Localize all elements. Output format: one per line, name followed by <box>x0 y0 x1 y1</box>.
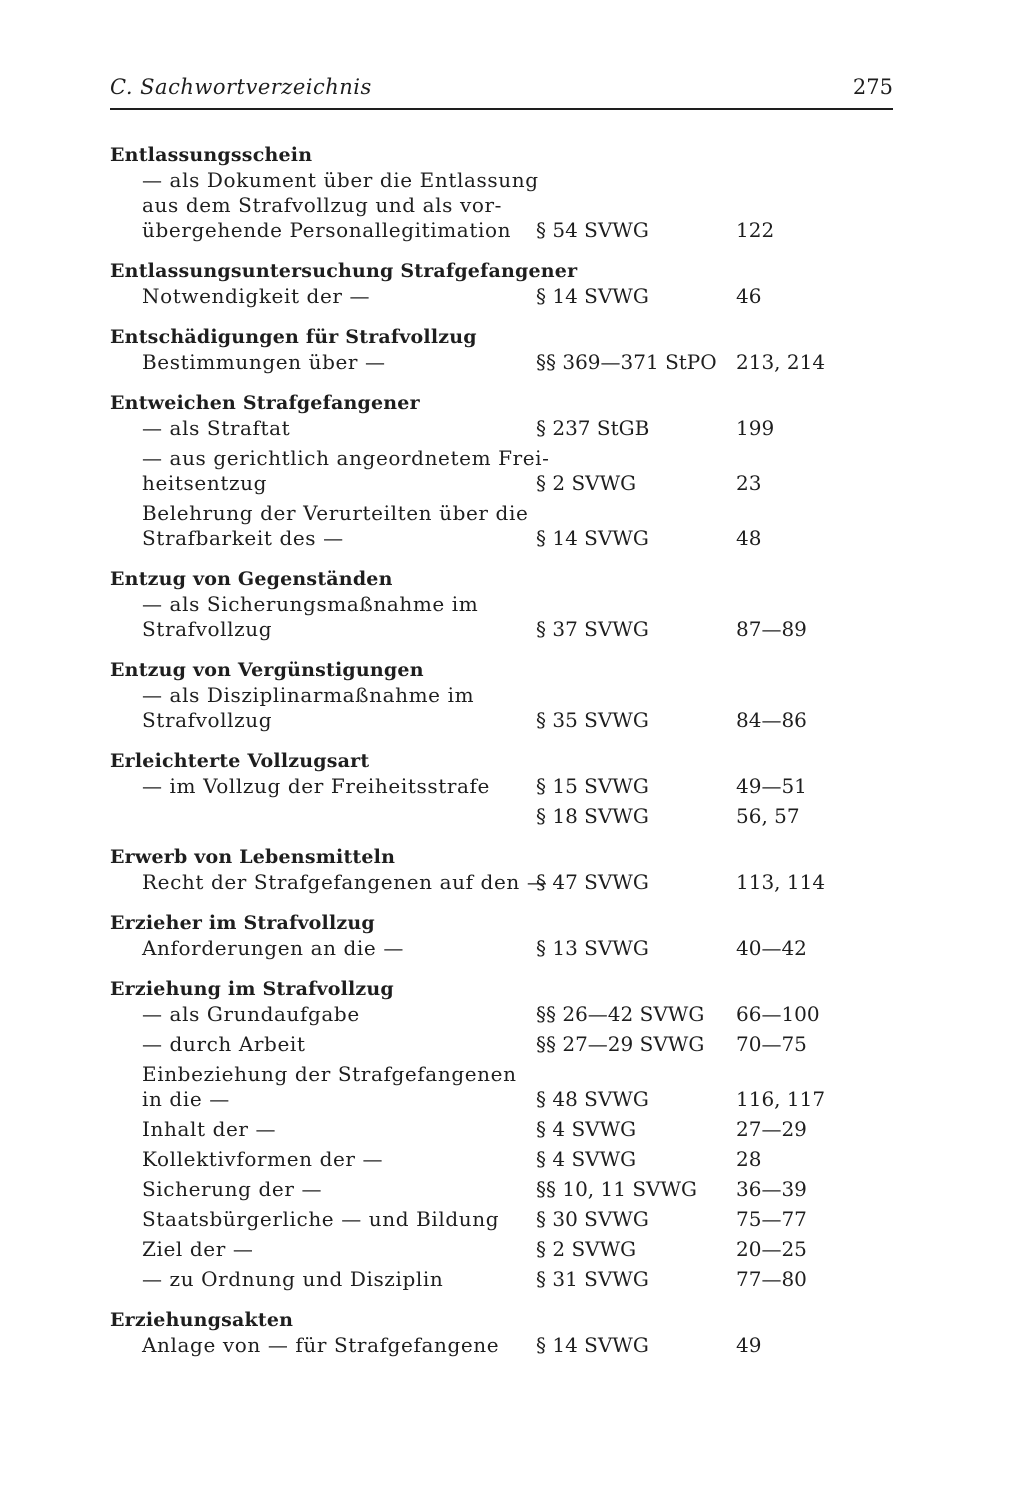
page-reference: 36—39 <box>736 1177 807 1201</box>
entry-heading: Erleichterte Vollzugsart <box>110 750 370 772</box>
page-reference: 46 <box>736 284 762 308</box>
subentry-description <box>110 1267 536 1292</box>
entry-row <box>110 683 910 733</box>
entry-heading: Erzieher im Strafvollzug <box>110 912 375 934</box>
legal-reference: § 4 SVWG <box>536 1147 637 1171</box>
running-head-title: C. Sachwortverzeichnis <box>110 75 372 99</box>
page-reference: 20—25 <box>736 1237 807 1261</box>
description-line: in die — <box>142 1087 230 1111</box>
page-reference: 77—80 <box>736 1267 807 1291</box>
subentry-description <box>110 1237 536 1262</box>
description-line: Strafbarkeit des — <box>142 526 344 550</box>
legal-reference: § 14 SVWG <box>536 1333 649 1357</box>
description-line: — durch Arbeit <box>142 1032 306 1056</box>
index-entry <box>110 142 910 243</box>
entry-heading: Erziehungsakten <box>110 1309 294 1331</box>
legal-reference: §§ 27—29 SVWG <box>536 1032 705 1056</box>
subentry-description <box>110 804 536 829</box>
legal-reference: § 15 SVWG <box>536 774 649 798</box>
legal-reference: §§ 10, 11 SVWG <box>536 1177 698 1201</box>
subentry-description <box>110 592 536 642</box>
legal-reference: §§ 26—42 SVWG <box>536 1002 705 1026</box>
entry-heading: Erziehung im Strafvollzug <box>110 978 394 1000</box>
page-reference: 116, 117 <box>736 1087 826 1111</box>
description-line: übergehende Personallegitimation <box>142 218 512 242</box>
description-line: — als Dokument über die Entlassung <box>142 168 539 192</box>
description-line: Strafvollzug <box>142 617 273 641</box>
subentry-description <box>110 683 536 733</box>
description-line: — als Sicherungsmaßnahme im <box>142 592 479 616</box>
entry-heading: Erwerb von Lebensmitteln <box>110 846 396 868</box>
entry-row <box>110 1032 910 1057</box>
legal-reference: § 14 SVWG <box>536 284 649 308</box>
page-reference: 84—86 <box>736 708 807 732</box>
page-reference: 87—89 <box>736 617 807 641</box>
entry-row <box>110 1333 910 1358</box>
legal-reference: § 14 SVWG <box>536 526 649 550</box>
legal-reference: § 47 SVWG <box>536 870 649 894</box>
entry-heading: Entschädigungen für Strafvollzug <box>110 326 477 348</box>
entry-row <box>110 804 910 829</box>
entry-heading: Entweichen Strafgefangener <box>110 392 420 414</box>
legal-reference: § 2 SVWG <box>536 471 637 495</box>
entry-row <box>110 1117 910 1142</box>
entry-heading: Entlassungsschein <box>110 144 313 166</box>
description-line: Notwendigkeit der — <box>142 284 371 308</box>
subentry-description <box>110 446 550 496</box>
subentry-description <box>110 501 536 551</box>
entry-row <box>110 870 910 895</box>
description-line: aus dem Strafvollzug und als vor- <box>142 193 503 217</box>
index-entry <box>110 390 910 551</box>
description-line: — zu Ordnung und Disziplin <box>142 1267 444 1291</box>
page-reference: 48 <box>736 526 762 550</box>
legal-reference: § 31 SVWG <box>536 1267 649 1291</box>
legal-reference: § 18 SVWG <box>536 804 649 828</box>
entry-row <box>110 446 910 496</box>
entry-row <box>110 936 910 961</box>
description-line: Strafvollzug <box>142 708 273 732</box>
description-line: Ziel der — <box>142 1237 254 1261</box>
subentry-description <box>110 1002 536 1027</box>
entry-row <box>110 592 910 642</box>
page-reference: 70—75 <box>736 1032 807 1056</box>
page-reference: 113, 114 <box>736 870 826 894</box>
page-header <box>110 72 893 110</box>
index-entry <box>110 258 910 309</box>
description-line: Bestimmungen über — <box>142 350 386 374</box>
entry-row <box>110 1237 910 1262</box>
page-reference: 56, 57 <box>736 804 800 828</box>
description-line: — als Straftat <box>142 416 291 440</box>
subentry-description <box>110 416 536 441</box>
index-entry <box>110 976 910 1292</box>
legal-reference: §§ 369—371 StPO <box>536 350 717 374</box>
legal-reference: § 237 StGB <box>536 416 650 440</box>
index-entry <box>110 566 910 642</box>
page-reference: 199 <box>736 416 775 440</box>
subentry-description <box>110 1062 536 1112</box>
description-line: Sicherung der — <box>142 1177 323 1201</box>
page-reference: 75—77 <box>736 1207 807 1231</box>
page-reference: 27—29 <box>736 1117 807 1141</box>
subentry-description <box>110 774 536 799</box>
entry-heading: Entzug von Vergünstigungen <box>110 659 424 681</box>
page-reference: 28 <box>736 1147 762 1171</box>
legal-reference: § 13 SVWG <box>536 936 649 960</box>
entry-row <box>110 1002 910 1027</box>
index-entry <box>110 657 910 733</box>
description-line: — als Grundaufgabe <box>142 1002 360 1026</box>
subentry-description <box>110 1177 536 1202</box>
index-entry <box>110 324 910 375</box>
description-line: — aus gerichtlich angeordnetem Frei- <box>142 446 550 470</box>
legal-reference: § 35 SVWG <box>536 708 649 732</box>
subentry-description <box>110 1147 536 1172</box>
page-reference: 122 <box>736 218 775 242</box>
entry-row <box>110 350 910 375</box>
entry-row <box>110 774 910 799</box>
entry-row <box>110 1267 910 1292</box>
subentry-description <box>110 1333 536 1358</box>
page-reference: 49—51 <box>736 774 807 798</box>
entry-heading: Entlassungsuntersuchung Strafgefangener <box>110 260 578 282</box>
description-line: Kollektivformen der — <box>142 1147 384 1171</box>
description-line: Recht der Strafgefangenen auf den — <box>142 870 548 894</box>
entry-row <box>110 168 910 243</box>
entry-heading: Entzug von Gegenständen <box>110 568 393 590</box>
subentry-description <box>110 1032 536 1057</box>
description-line <box>142 804 536 829</box>
entry-row <box>110 284 910 309</box>
page-reference: 66—100 <box>736 1002 820 1026</box>
legal-reference: § 30 SVWG <box>536 1207 649 1231</box>
index-entry <box>110 910 910 961</box>
legal-reference: § 48 SVWG <box>536 1087 649 1111</box>
page-reference: 23 <box>736 471 762 495</box>
description-line: Einbeziehung der Strafgefangenen <box>142 1062 517 1086</box>
entry-row <box>110 416 910 441</box>
page-reference: 40—42 <box>736 936 807 960</box>
subentry-description <box>110 168 539 243</box>
legal-reference: § 2 SVWG <box>536 1237 637 1261</box>
legal-reference: § 37 SVWG <box>536 617 649 641</box>
description-line: — als Disziplinarmaßnahme im <box>142 683 475 707</box>
description-line: Inhalt der — <box>142 1117 277 1141</box>
legal-reference: § 54 SVWG <box>536 218 649 242</box>
legal-reference: § 4 SVWG <box>536 1117 637 1141</box>
index-entry <box>110 748 910 829</box>
description-line: Belehrung der Verurteilten über die <box>142 501 529 525</box>
subentry-description <box>110 284 536 309</box>
subentry-description <box>110 936 536 961</box>
subentry-description <box>110 350 536 375</box>
description-line: Anforderungen an die — <box>142 936 404 960</box>
description-line: heitsentzug <box>142 471 267 495</box>
page-reference: 49 <box>736 1333 762 1357</box>
index-entry <box>110 844 910 895</box>
description-line: — im Vollzug der Freiheitsstrafe <box>142 774 490 798</box>
description-line: Staatsbürgerliche — und Bildung <box>142 1207 500 1231</box>
entry-row <box>110 1062 910 1112</box>
subentry-description <box>110 870 548 895</box>
entry-row <box>110 1207 910 1232</box>
entry-row <box>110 501 910 551</box>
index-entry <box>110 1307 910 1358</box>
entry-row <box>110 1177 910 1202</box>
entry-row <box>110 1147 910 1172</box>
index-body <box>110 142 910 1373</box>
subentry-description <box>110 1207 536 1232</box>
subentry-description <box>110 1117 536 1142</box>
page-reference: 213, 214 <box>736 350 826 374</box>
description-line: Anlage von — für Strafgefangene <box>142 1333 500 1357</box>
page-number: 275 <box>852 75 893 99</box>
